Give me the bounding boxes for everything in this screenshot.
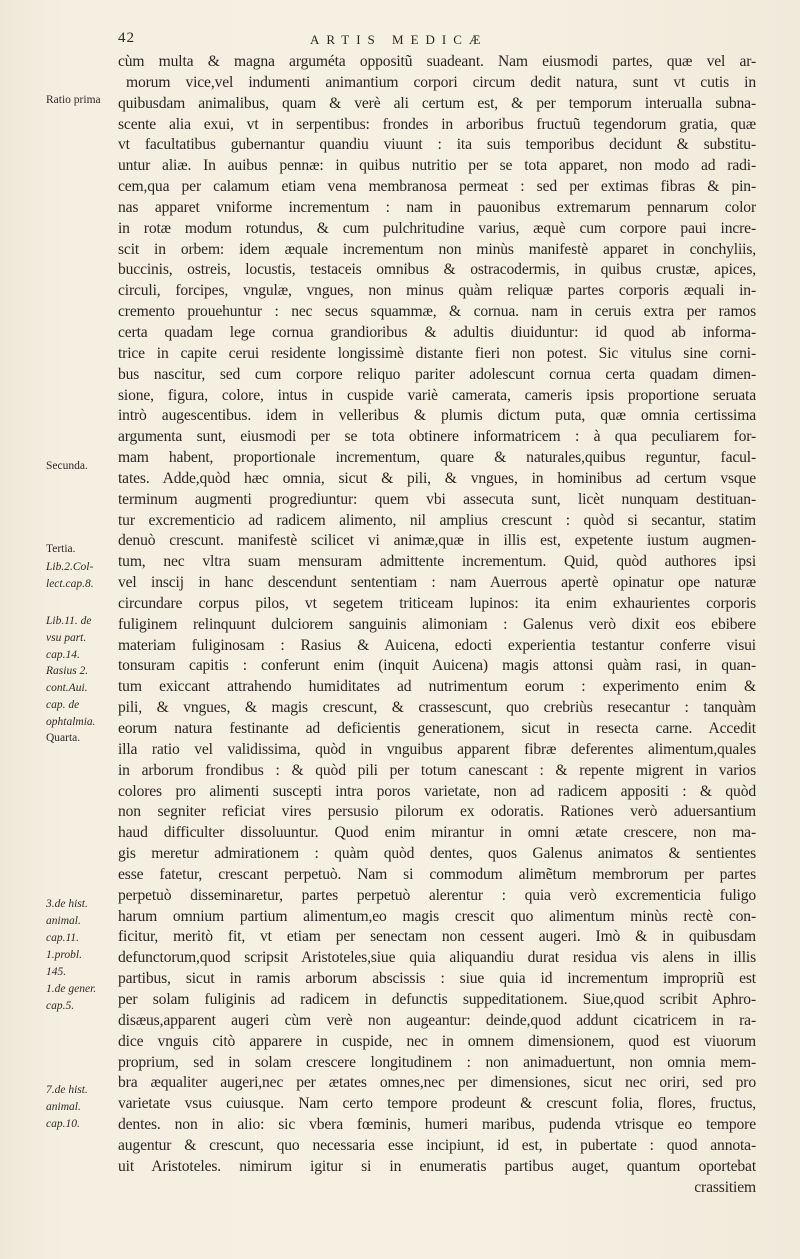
margin-note-ref-rasius: Rasius 2.: [46, 665, 89, 677]
text-line: circundare corpus pilos, vt segetem triticeam lupinos: ita enim exhaurientes corporis: [118, 594, 756, 612]
text-line: mam habent, proportionale incrementum, quare & naturales,quibus reguntur, facul-: [118, 449, 756, 467]
text-line: trice in capite cerui residente longissimè distante fieri non potest. Sic vitulus sine corni-: [118, 344, 756, 362]
running-head: ARTIS MEDICÆ: [310, 32, 488, 47]
margin-note-ref-rasiusb: cont.Aui.: [46, 682, 88, 694]
text-line: untur aliæ. In auibus pennæ: in quibus nutritio per se tota apparet, non modo ad radi-: [118, 157, 756, 175]
text-line: in arborum frondibus : & quòd pili per totum canescant : & repente migrent in varios: [118, 761, 756, 779]
text-line: gis meretur admirationem : quàm quòd dentes, quos Galenus animatos & sentientes: [118, 845, 756, 863]
text-line: dice vnguis citò apparere in cuspide, nec in omnem dimensionem, quod est viuorum: [118, 1032, 756, 1050]
margin-note-ref-lib11b: vsu part.: [46, 632, 87, 644]
margin-note-ref-gener: 1.de gener.: [46, 983, 97, 995]
margin-note-ref-lib2: Lib.2.Col-: [46, 561, 94, 573]
text-line: tonsuram capitis : conferunt enim (inquit Auicena) magis attonsi quàm rasi, in quan-: [118, 657, 756, 675]
margin-note-ref-hist7: 7.de hist.: [46, 1084, 88, 1096]
text-line: eorum natura festinante ad deficientis generationem, sicut in resecta carne. Accedit: [118, 720, 756, 737]
margin-note-ref-lib2b: lect.cap.8.: [46, 578, 94, 590]
text-line: denuò crescunt. manifestè scilicet vi animæ,quæ in illis est, expetente iustum augmen-: [118, 532, 756, 550]
text-line: tum exiccant attrahendo humiditates ad nutrimentum eorum : experimento enim &: [118, 678, 756, 696]
text-line: scente alia exui, vt in serpentibus: frondes in arboribus fructuũ tegendorum gratia, quæ: [118, 115, 756, 133]
text-line: cùm multa & magna arguméta oppositũ suadeant. Nam eiusmodi partes, quæ vel ar-: [118, 53, 756, 70]
text-line: haud difficulter dissoluuntur. Quod enim mirantur in omni ætate crescere, non ma-: [118, 824, 756, 842]
text-line: fuliginem relinquunt dulciorem sanguinis alimoniam : Galenus verò dixit eos ebibere: [118, 615, 756, 633]
text-line: uit Aristoteles. nimirum igitur si in enumeratis partibus auget, quantum oportebat: [118, 1157, 756, 1175]
text-line: nas apparet vniforme incrementum : nam in pauonibus extremarum pennarum color: [118, 198, 756, 216]
margin-note-ref-generb: cap.5.: [46, 1000, 75, 1012]
text-line: partibus, sicut in ramis arborum abscissis : siue quia id incrementum impropriũ est: [118, 970, 756, 988]
text-line: disæus,apparent augeri cùm verè non augeantur: deinde,quod addunt cicatricem in ra-: [118, 1011, 756, 1029]
margin-note-ref-hist3b: animal.: [46, 915, 81, 927]
text-line: vel inscij in hanc descendunt sententiam : nam Auerrous apertè opinatur ope naturæ: [118, 574, 756, 592]
margin-note-ref-lib11: Lib.11. de: [46, 615, 92, 627]
text-line: augentur & crescunt, quo necessaria esse incipiunt, id est, in pubertate : quod annota-: [118, 1136, 756, 1154]
text-line: per solam fuliginis ad radicem in defunctis suppeditationem. Siue,quod scribit Aphro-: [118, 990, 756, 1008]
text-line: terminum augmenti progrediuntur: quem vbi assecuta sunt, licèt nunquam destituan-: [118, 490, 756, 508]
text-line: materiam fuliginosam : Rasius & Auicena, edocti experientia testantur conferre visui: [118, 636, 756, 654]
text-line: certa quadam lege cornua grandioribus & adultis diuiduntur: id quod ab informa-: [118, 323, 756, 341]
text-line: proprium, sed in solam crescere longitudinem : non animaduertunt, non omnia mem-: [118, 1053, 756, 1071]
text-line: intrò augescentibus. idem in velleribus & plumis dictum puta, quæ omnia certissima: [118, 407, 756, 425]
text-line: bus nascitur, sed cum corpore reliquo pariter adolescunt cornua certa quadam dimen-: [118, 365, 756, 383]
text-line: varietate vsus cuiusque. Nam certo tempore prodeunt & crescunt folia, flores, fructus,: [118, 1095, 756, 1113]
page-header: [118, 30, 758, 52]
text-line: circuli, forcipes, vngulæ, vngues, non minus quàm reliquæ partes corporis æquali in-: [118, 282, 756, 300]
margin-note-tertia: Tertia.: [46, 543, 76, 555]
page-number: 42: [118, 30, 135, 46]
text-line: scit in orbem: idem æquale incrementum non minùs manifestè apparet in conchyliis,: [118, 240, 756, 258]
text-line: non segniter reficiat vires persusio pilorum ex odoratis. Rationes verò aduersantium: [118, 803, 756, 821]
text-line: buccinis, ostreis, locustis, testaceis omnibus & ostracodermis, in quibus crustæ, apices,: [118, 261, 756, 279]
margin-note-ref-hist3c: cap.11.: [46, 932, 80, 944]
text-line: perpetuò disseminaretur, partes perpetuò alerentur : quia verò excrementicia fuligo: [118, 886, 756, 904]
margin-note-ref-hist7c: cap.10.: [46, 1118, 80, 1130]
text-line: ficitur, meritò fit, vt etiam per senectam non cessent augeri. Imò & in quibusdam: [118, 928, 756, 946]
text-line: bra æqualiter augeri,nec per ætates omnes,nec per dimensiones, sicut nec oriri, sed pro: [118, 1074, 756, 1092]
margin-note-ratio-prima: Ratio prima: [46, 94, 101, 106]
text-line: dentes. non in alio: sic vbera fœminis, humeri maribus, pudenda vtrisque eo tempore: [118, 1116, 756, 1134]
catchword: crassitiem: [694, 1178, 756, 1196]
margin-note-ref-problb: 145.: [46, 966, 67, 978]
text-line: defunctorum,quod scripsit Aristoteles,siue quia aliquandiu durat residua vis alens in illis: [118, 949, 756, 967]
margin-note-ref-hist3: 3.de hist.: [46, 898, 88, 910]
text-line: quibusdam animalibus, quam & verè ali certum est, & per temporum interualla subna-: [118, 94, 756, 112]
text-line: esse fatetur, crescant perpetuò. Nam si commodum alimẽtum membrorum per partes: [118, 865, 756, 883]
text-line: tates. Adde,quòd hæc omnia, sicut & pili, & vngues, in hominibus ad certum vsque: [118, 469, 756, 487]
body-text: [118, 52, 756, 1198]
text-line: morum vice,vel indumenti animantium corpori circum dedit natura, sunt vt cutis in: [126, 73, 756, 91]
margin-note-ref-rasiusc: cap. de: [46, 699, 80, 711]
margin-note-ref-hist7b: animal.: [46, 1101, 81, 1113]
margin-note-quarta: Quarta.: [46, 732, 81, 744]
text-line: tum, nec vltra suam mensuram admittente incrementum. Quid, quòd authores ipsi: [118, 553, 756, 571]
text-line: harum omnium partium alimentum,eo magis crescit quo alimentum minùs rectè con-: [118, 907, 756, 925]
text-line: cremento prouehuntur : nec secus squammæ, & cornua. nam in ceruis extra per ramos: [118, 303, 756, 321]
margin-note-ref-lib11c: cap.14.: [46, 649, 80, 661]
text-line: pili, & vngues, & magis crescunt, & crassescunt, quo crebriùs resecantur : tanquàm: [118, 699, 756, 717]
text-line: in rotæ modum rotundus, & cum pulchritudine varius, æquè cum corpore paui incre-: [118, 219, 756, 237]
text-line: illa ratio vel validissima, quòd in vnguibus apparent fibræ deferentes alimentum,quales: [118, 740, 756, 758]
text-line: colores pro alimenti suscepti intra poros varietate, non ad radicem appositi : & quòd: [118, 782, 756, 800]
text-line: argumenta sunt, eiusmodi per se tota obtinere informatricem : à qua peculiarem for-: [118, 428, 756, 446]
text-line: vt facultatibus gubernantur quandiu viuunt : ita suis temporibus decidunt & substitu-: [118, 136, 756, 154]
text-line: cem,qua per calamum etiam vena membranosa permeat : sed per extimas fibras & pin-: [118, 178, 756, 196]
text-line: tur excrementicio ad radicem alimento, nil amplius crescunt : quòd si secantur, statim: [118, 511, 756, 529]
margin-note-secunda: Secunda.: [46, 460, 88, 472]
margin-note-ref-probl: 1.probl.: [46, 949, 82, 961]
margin-note-ref-rasiusd: ophtalmia.: [46, 716, 96, 728]
text-line: sione, figura, colore, intus in cuspide variè camerata, cameris ipsis proportione seruata: [118, 386, 756, 404]
